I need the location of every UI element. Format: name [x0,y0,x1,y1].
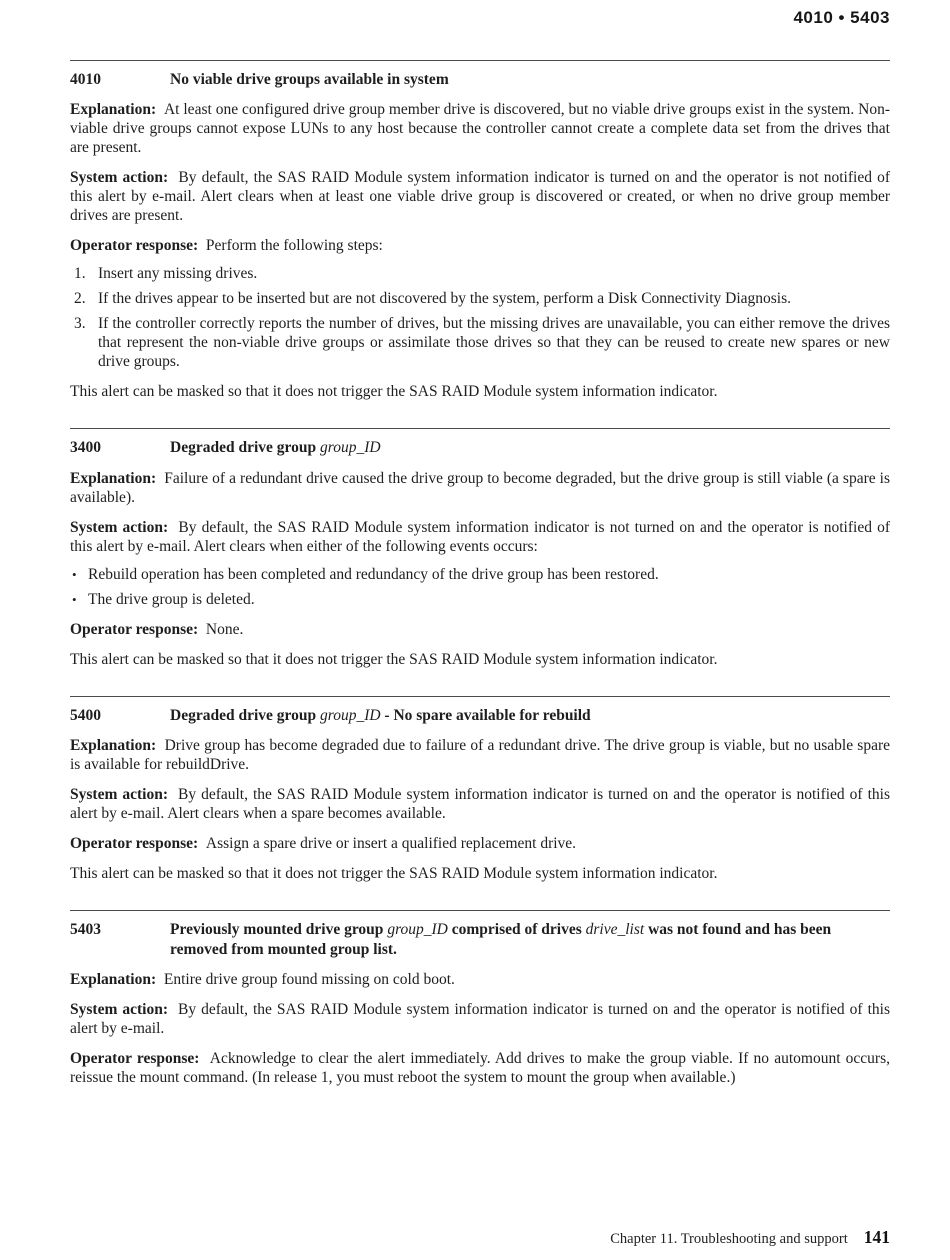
paragraph-text: At least one configured drive group member drive is discovered, but no viable drive groups exist in the system. Non-viable drive groups cannot expose LUNs to any host because the controller cannot create a complete data set from the drives that are present. [70,101,890,157]
list-marker: 1. [74,265,86,283]
bullet-list [70,565,890,609]
title-variable: group_ID [319,439,381,457]
alert-section [70,696,890,883]
paragraph [70,469,890,507]
paragraph [70,382,890,401]
list-item-text: If the controller correctly reports the number of drives, but the missing drives are unavailable, you can either remove the drives that represent the non-viable drive groups or assimilate those drives so that they can be reused to create new spares or new drive groups. [98,315,890,371]
alert-title [170,920,890,959]
paragraph-text: Failure of a redundant drive caused the drive group to become degraded, but the drive group is still viable (a spare is available). [70,469,890,506]
alert-title [170,438,890,457]
alert-code: 5400 [70,706,101,724]
alert-title [170,70,890,89]
paragraph-text: Assign a spare drive or insert a qualified replacement drive. [205,835,577,853]
list-item [70,565,890,584]
paragraph [70,650,890,669]
title-text: Degraded drive group [170,706,320,724]
paragraph-text: None. [205,620,244,638]
list-item-text: Rebuild operation has been completed and redundancy of the drive group has been restored. [88,565,659,583]
title-text: was not found and has been removed from mounted group list. [170,921,832,958]
paragraph [70,168,890,225]
paragraph [70,834,890,853]
paragraph-label: Operator response: [70,835,199,853]
paragraph [70,1049,890,1087]
paragraph [70,100,890,157]
title-text: Previously mounted drive group [170,921,388,939]
paragraph-label: Explanation: [70,737,157,755]
title-variable: drive_list [585,921,645,939]
title-text: No viable drive groups available in system [170,71,449,88]
list-item [70,590,890,609]
paragraph-text: By default, the SAS RAID Module system information indicator is turned on and the operator is notified of this alert by e-mail. Alert clears when a spare becomes available. [70,786,890,823]
paragraph-label: Operator response: [70,1049,200,1067]
page-footer [610,1227,890,1248]
running-header-text: 4010 • 5403 [793,8,890,27]
list-item [70,314,890,371]
alert-code: 3400 [70,439,101,457]
paragraph-label: Explanation: [70,469,157,487]
list-item-text: If the drives appear to be inserted but are not discovered by the system, perform a Disk Connectivity Diagnosis. [98,290,792,308]
list-item-text: The drive group is deleted. [88,590,255,608]
paragraph-label: Operator response: [70,237,199,255]
paragraph-label: Explanation: [70,970,157,988]
alert-heading [70,429,890,457]
paragraph [70,864,890,883]
list-marker: • [72,566,77,582]
paragraph-label: System action: [70,169,169,187]
list-item [70,264,890,283]
paragraph-text: Perform the following steps: [205,237,383,255]
paragraph [70,518,890,556]
title-text: comprised of drives [447,921,586,939]
paragraph-label: System action: [70,786,168,804]
alert-section [70,428,890,668]
paragraph [70,970,890,989]
paragraph-text: This alert can be masked so that it does not trigger the SAS RAID Module system information indicator. [70,383,718,401]
running-header [793,8,890,28]
alert-heading [70,911,890,959]
paragraph-text: Entire drive group found missing on cold boot. [163,970,455,988]
paragraph-text: By default, the SAS RAID Module system information indicator is not turned on and the operator is notified of this alert by e-mail. Alert clears when either of the following events occurs: [70,518,890,555]
paragraph-text: Acknowledge to clear the alert immediately. Add drives to make the group viable. If no automount occurs, reissue the mount command. (In release 1, you must reboot the system to mount the group when available.) [70,1049,891,1086]
alert-section [70,910,890,1087]
title-variable: group_ID [319,706,381,724]
paragraph-text: This alert can be masked so that it does not trigger the SAS RAID Module system information indicator. [70,865,718,883]
footer-page-number: 141 [863,1227,890,1247]
title-text: Degraded drive group [170,439,320,457]
title-variable: group_ID [387,921,448,939]
alert-heading [70,697,890,725]
paragraph [70,1000,890,1038]
alert-title [170,706,890,725]
alert-code: 5403 [70,921,101,939]
paragraph-label: System action: [70,518,169,536]
paragraph-label: System action: [70,1000,168,1018]
paragraph-text: By default, the SAS RAID Module system information indicator is turned on and the operator is notified of this alert by e-mail. [70,1000,890,1037]
content-area [70,60,890,1087]
paragraph-text: By default, the SAS RAID Module system information indicator is turned on and the operator is not notified of this alert by e-mail. Alert clears when at least one viable drive group is discovered or created, or when no drive group member drives are present. [70,169,890,225]
alert-code: 4010 [70,71,101,88]
list-marker: 3. [74,315,86,333]
list-marker: • [72,591,77,607]
footer-chapter-title: Chapter 11. Troubleshooting and support [610,1231,848,1247]
paragraph [70,736,890,774]
paragraph-text: This alert can be masked so that it does not trigger the SAS RAID Module system information indicator. [70,650,718,668]
paragraph [70,236,890,255]
paragraph-label: Explanation: [70,101,157,119]
paragraph-text: Drive group has become degraded due to failure of a redundant drive. The drive group is viable, but no usable spare is available for rebuildDrive. [70,737,890,774]
list-marker: 2. [74,290,86,308]
list-item [70,289,890,308]
paragraph-label: Operator response: [70,620,199,638]
title-text: - No spare available for rebuild [380,706,591,724]
alert-section [70,60,890,401]
ordered-list [70,264,890,371]
list-item-text: Insert any missing drives. [98,265,258,283]
paragraph [70,620,890,639]
paragraph [70,785,890,823]
alert-heading [70,61,890,89]
